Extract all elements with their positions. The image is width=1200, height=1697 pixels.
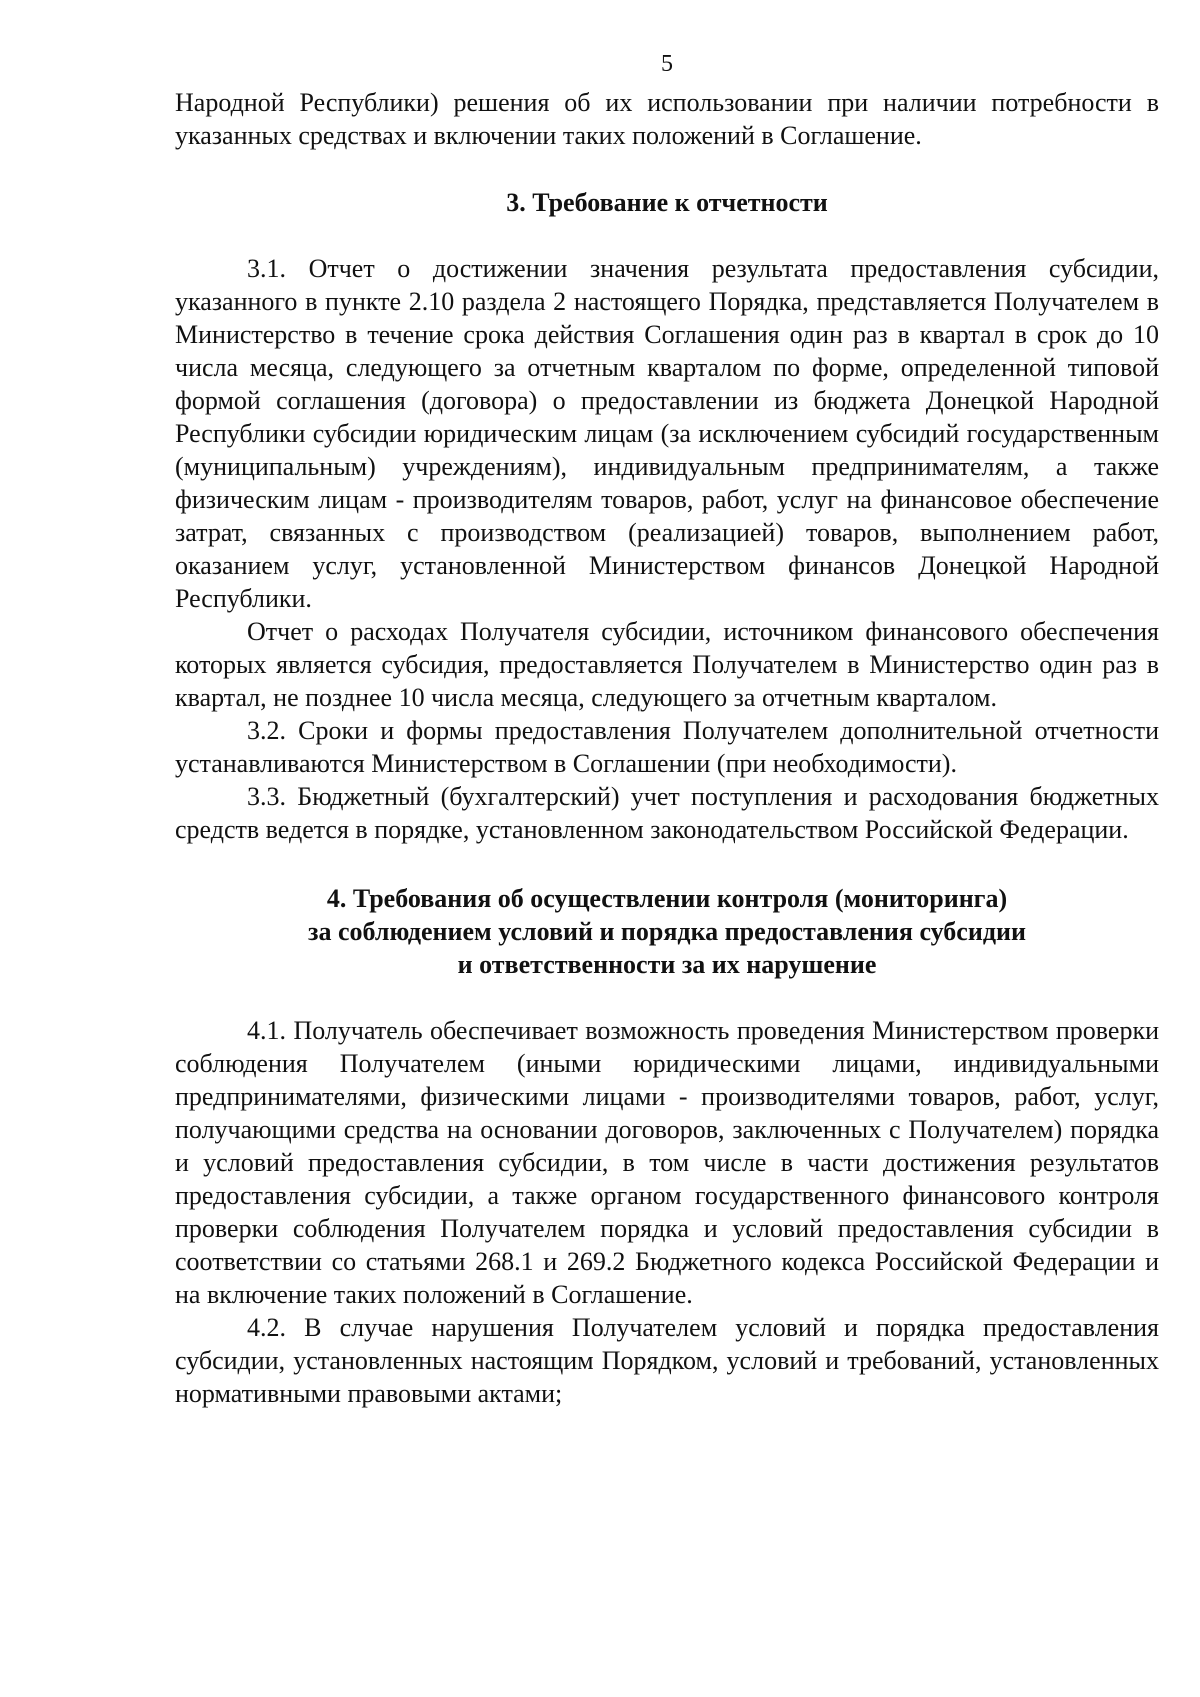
paragraph-3-3: 3.3. Бюджетный (бухгалтерский) учет поступления и расходования бюджетных средств ведется в порядке, установленном законодательством Российской Федерации.	[175, 782, 1159, 844]
paragraph-4-2: 4.2. В случае нарушения Получателем условий и порядка предоставления субсидии, установленных настоящим Порядком, условий и требований, установленных нормативными правовыми актами;	[175, 1313, 1159, 1408]
page-number: 5	[661, 51, 673, 77]
paragraph-3-2: 3.2. Сроки и формы предоставления Получателем дополнительной отчетности устанавливаются Министерством в Соглашении (при необходимости).	[175, 716, 1159, 778]
paragraph-3-1-continuation: Отчет о расходах Получателя субсидии, источником финансового обеспечения которых является субсидия, предоставляется Получателем в Министерство один раз в квартал, не позднее 10 числа месяца, следующего за отчетным кварталом.	[175, 617, 1159, 712]
section-4-heading-line: и ответственности за их нарушение	[457, 950, 877, 979]
section-3-heading: 3. Требование к отчетности	[506, 188, 828, 217]
section-4-heading-line: за соблюдением условий и порядка предоставления субсидии	[308, 917, 1026, 946]
document-page	[175, 52, 1159, 1410]
intro-paragraph: Народной Республики) решения об их использовании при наличии потребности в указанных средствах и включении таких положений в Соглашение.	[175, 88, 1159, 150]
paragraph-4-1: 4.1. Получатель обеспечивает возможность проведения Министерством проверки соблюдения Получателем (иными юридическими лицами, индивидуальными предпринимателями, физическими лицами - производителями товаров, работ, услуг, получающими средства на основании договоров, заключенных с Получателем) порядка и условий предоставления субсидии, в том числе в части достижения результатов предоставления субсидии, а также органом государственного финансового контроля проверки соблюдения Получателем порядка и условий предоставления субсидии в соответствии со статьями 268.1 и 269.2 Бюджетного кодекса Российской Федерации и на включение таких положений в Соглашение.	[175, 1016, 1159, 1309]
paragraph-3-1: 3.1. Отчет о достижении значения результата предоставления субсидии, указанного в пункте 2.10 раздела 2 настоящего Порядка, представляется Получателем в Министерство в течение срока действия Соглашения один раз в квартал в срок до 10 числа месяца, следующего за отчетным кварталом по форме, определенной типовой формой соглашения (договора) о предоставлении из бюджета Донецкой Народной Республики субсидии юридическим лицам (за исключением субсидий государственным (муниципальным) учреждениям), индивидуальным предпринимателям, а также физическим лицам - производителям товаров, работ, услуг на финансовое обеспечение затрат, связанных с производством (реализацией) товаров, выполнением работ, оказанием услуг, установленной Министерством финансов Донецкой Народной Республики.	[175, 254, 1159, 613]
section-4-heading	[175, 882, 1159, 981]
section-4-heading-line: 4. Требования об осуществлении контроля (мониторинга)	[326, 884, 1008, 913]
